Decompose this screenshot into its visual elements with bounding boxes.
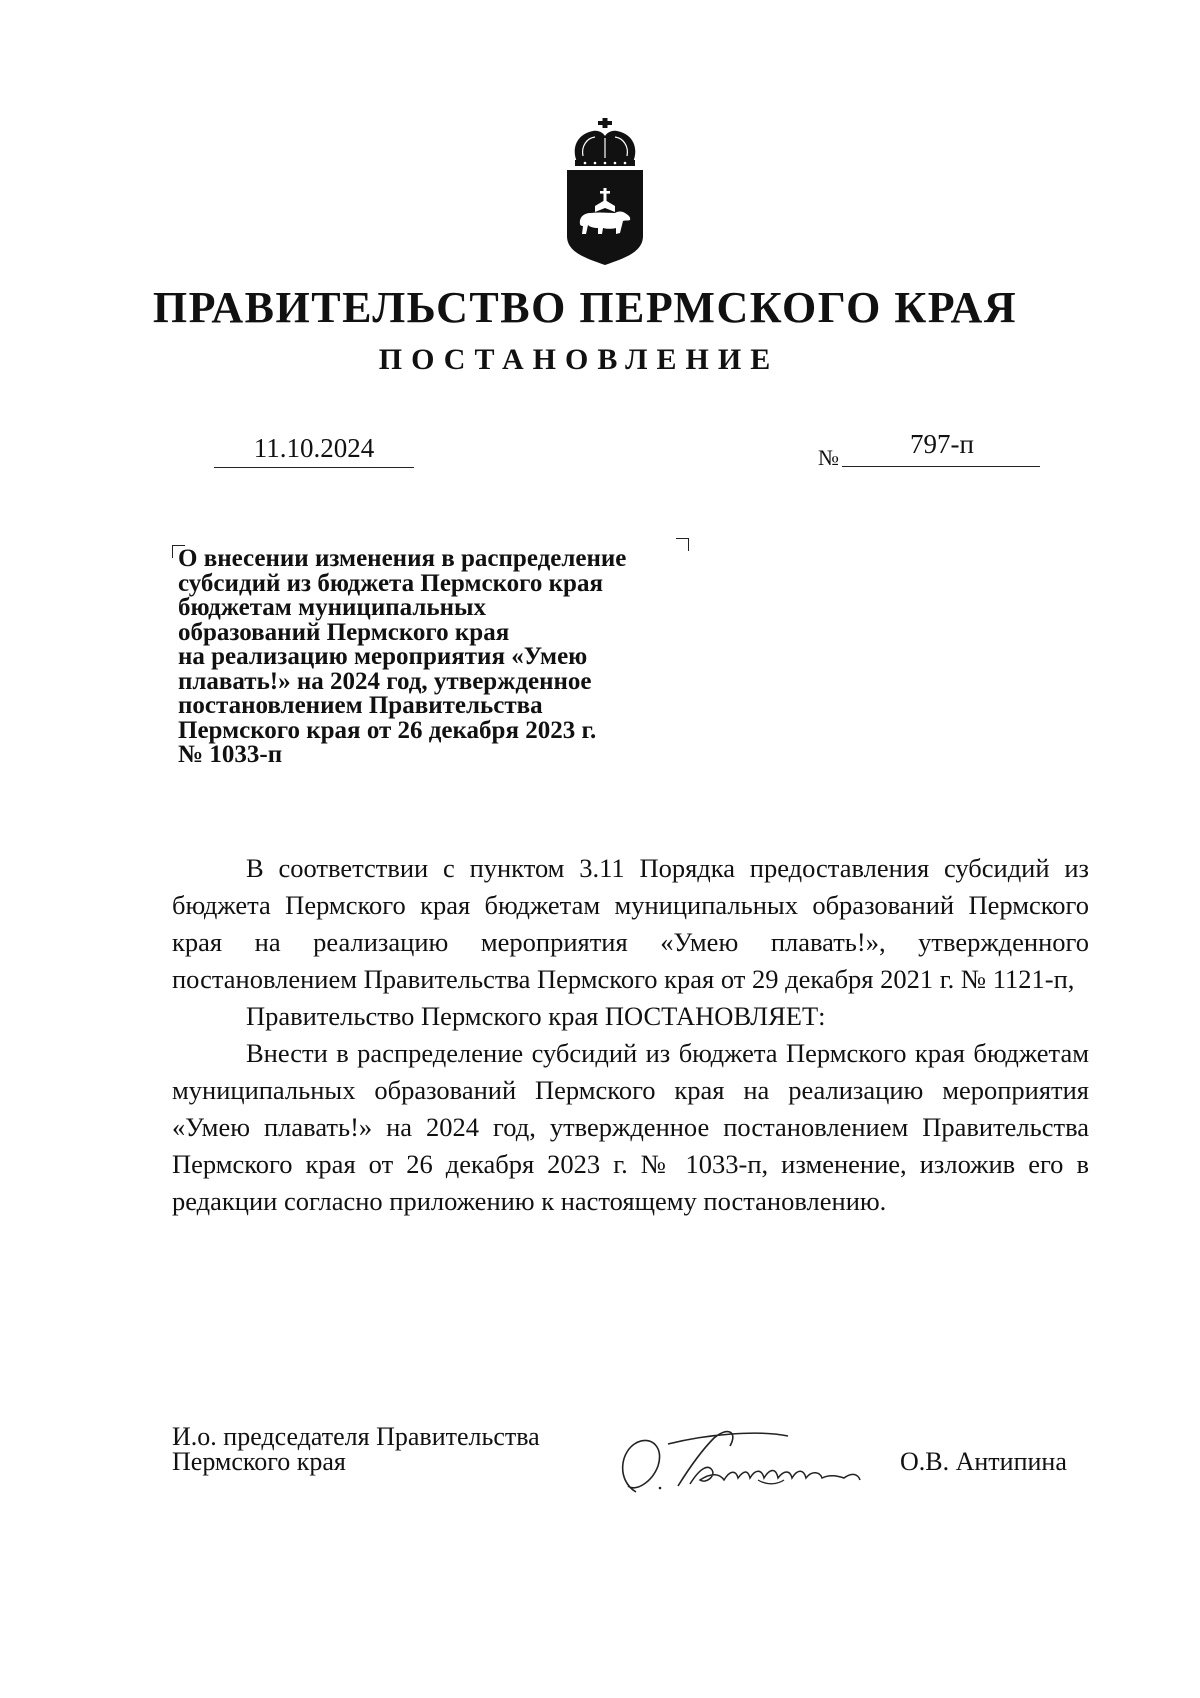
subject-line: № 1033-п (178, 741, 283, 768)
subject-line: субсидий из бюджета Пермского края (178, 569, 603, 597)
signatory-position (172, 1424, 592, 1474)
document-date: 11.10.2024 (253, 433, 375, 463)
signatory-position-line: И.о. председателя Правительства (172, 1422, 540, 1451)
signatory-position-line: Пермского края (172, 1447, 346, 1476)
document-body (172, 850, 1089, 1220)
number-sign: № (818, 445, 839, 470)
handwritten-signature (608, 1420, 908, 1500)
subject-line: О внесении изменения в распределение (178, 545, 627, 572)
subject-line: Пермского края от 26 декабря 2023 г. (178, 716, 597, 744)
document-subject (178, 547, 698, 768)
body-paragraph: В соответствии с пунктом 3.11 Порядка предоставления субсидий из бюджета Пермского края бюджетам муниципальных образований Пермского края на реализацию мероприятия «Умею плавать!», утвержденного постановлением Правительства Пермского края от 29 декабря 2021 г. № 1121-п, (172, 853, 1089, 994)
subject-line: плавать!» на 2024 год, утвержденное (178, 667, 592, 695)
document-number: 797-п (910, 429, 974, 459)
signatory-name: О.В. Антипина (900, 1447, 1067, 1476)
document-type-title: ПОСТАНОВЛЕНИЕ (378, 343, 780, 376)
body-paragraph: Правительство Пермского края ПОСТАНОВЛЯЕТ: (246, 1001, 826, 1031)
body-paragraph: Внести в распределение субсидий из бюджета Пермского края бюджетам муниципальных образований Пермского края на реализацию мероприятия «Умею плавать!» на 2024 год, утвержденное постановлением Правительства Пермского края от 26 декабря 2023 г. № 1033-п, изменение, изложив его в редакции согласно приложению к настоящему постановлению. (172, 1038, 1089, 1216)
subject-line: образований Пермского края (178, 618, 510, 646)
perm-krai-coat-of-arms-icon (563, 118, 647, 266)
date-underline (214, 467, 414, 468)
subject-line: постановлением Правительства (178, 692, 543, 719)
subject-line: бюджетам муниципальных (178, 594, 487, 621)
government-title: ПРАВИТЕЛЬСТВО ПЕРМСКОГО КРАЯ (152, 283, 1018, 332)
number-underline (842, 466, 1040, 467)
subject-line: на реализацию мероприятия «Умею (178, 643, 588, 670)
